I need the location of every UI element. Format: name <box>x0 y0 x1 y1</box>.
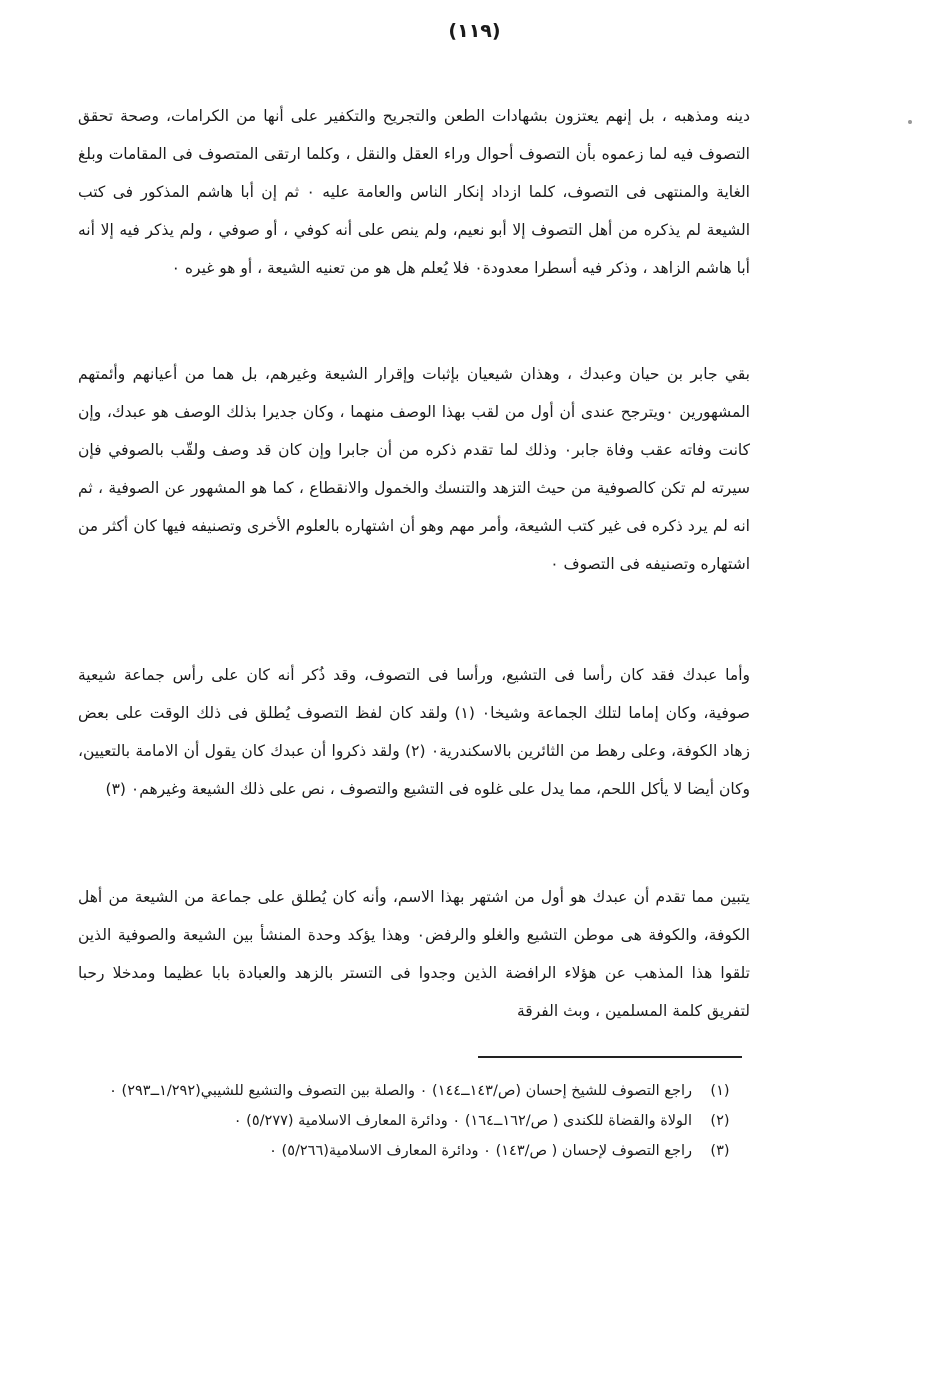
paragraph-text: وأما عبدك فقد كان رأسا فى التشيع، ورأسا فى التصوف، وقد ذُكر أنه كان على رأس جماعة شيعية صوفية، وكان إماما لتلك الجماعة وشيخا٠ (١) ولقد كان لفظ التصوف يُطلق فى ذلك الوقت على بعض زهاد الكوفة، وعلى رهط من الثائرين بالاسكندرية٠ (٢) ولقد ذكروا أن عبدك كان يقول أن الامامة بالتعيين، وكان أيضا لا يأكل اللحم، مما يدل على غلوه فى التشيع والتصوف ، نص على ذلك الشيعة وغيرهم٠ (٣) <box>78 666 750 798</box>
paragraph-2 <box>78 355 750 583</box>
paragraph-4 <box>78 878 750 1030</box>
footnote-3 <box>78 1136 748 1166</box>
margin-mark <box>908 120 912 124</box>
paragraph-3 <box>78 656 750 808</box>
footnote-text: الولاة والقضاة للكندى ( ص/١٦٢ــ١٦٤) ٠ ودائرة المعارف الاسلامية (٥/٢٧٧) ٠ <box>233 1113 692 1129</box>
footnote-divider <box>478 1056 742 1058</box>
footnotes <box>78 1076 748 1166</box>
paragraph-text: بقي جابر بن حيان وعبدك ، وهذان شيعيان بإثبات وإقرار الشيعة وغيرهم، بل هما من أعيانهم وأئمتهم المشهورين ٠ويترجح عندى أن أول من لقب بهذا الوصف منهما ، وكان جديرا بذلك الوصف هو عبدك، وإن كانت وفاته عقب وفاة جابر٠ وذلك لما تقدم ذكره من أن جابرا وإن كان قد وصف ولقّب بالصوفي فإن سيرته لم تكن كالصوفية من حيث التزهد والتنسك والخمول والانقطاع ، كما هو المشهور عن الصوفية ، ثم انه لم يرد ذكره فى غير كتب الشيعة، وأمر مهم وهو أن اشتهاره بالعلوم الأخرى وتصنيفه فيها كان أكثر من اشتهاره وتصنيفه فى التصوف ٠ <box>78 365 750 573</box>
paragraph-1 <box>78 97 750 287</box>
footnote-1 <box>78 1076 748 1106</box>
footnote-marker: (٣) <box>710 1143 730 1159</box>
footnote-text: راجع التصوف للشيخ إحسان (ص/١٤٣ــ١٤٤) ٠ والصلة بين التصوف والتشيع للشيبي(١/٢٩٢ــ٢٩٣) ٠ <box>109 1083 692 1099</box>
footnote-marker: (١) <box>710 1083 730 1099</box>
paragraph-text: دينه ومذهبه ، بل إنهم يعتزون بشهادات الطعن والتجريح والتكفير على أنها من الكرامات، وصحة تحقق التصوف فيه لما زعموه بأن التصوف أحوال وراء العقل والنقل ، وكلما ارتقى المتصوف فى المقامات وبلغ الغاية والمنتهى فى التصوف، كلما ازداد إنكار الناس والعامة عليه ٠ ثم إن أبا هاشم المذكور فى كتب الشيعة لم يذكره من أهل التصوف إلا أبو نعيم، ولم ينص على أنه كوفي ، أو صوفي ، ولم يذكر فيه إلا أنه أبا هاشم الزاهد ، وذكر فيه أسطرا معدودة٠ فلا يُعلم هل هو من تعنيه الشيعة ، أو هو غيره ٠ <box>78 107 750 277</box>
footnote-2 <box>78 1106 748 1136</box>
footnote-marker: (٢) <box>710 1113 730 1129</box>
footnote-text: راجع التصوف لإحسان ( ص/١٤٣) ٠ ودائرة المعارف الاسلامية(٥/٢٦٦) ٠ <box>269 1143 692 1159</box>
paragraph-text: يتبين مما تقدم أن عبدك هو أول من اشتهر بهذا الاسم، وأنه كان يُطلق على جماعة من الشيعة من أهل الكوفة، والكوفة هى موطن التشيع والغلو والرفض٠ وهذا يؤكد وحدة المنشأ بين الشيعة والصوفية الذين تلقوا هذا المذهب عن هؤلاء الرافضة الذين وجدوا فى التستر بالزهد والعبادة بابا عظيما ومدخلا رحبا لتفريق كلمة المسلمين ، وبث الفرقة <box>78 888 750 1020</box>
page-number: (١١٩) <box>448 20 501 42</box>
